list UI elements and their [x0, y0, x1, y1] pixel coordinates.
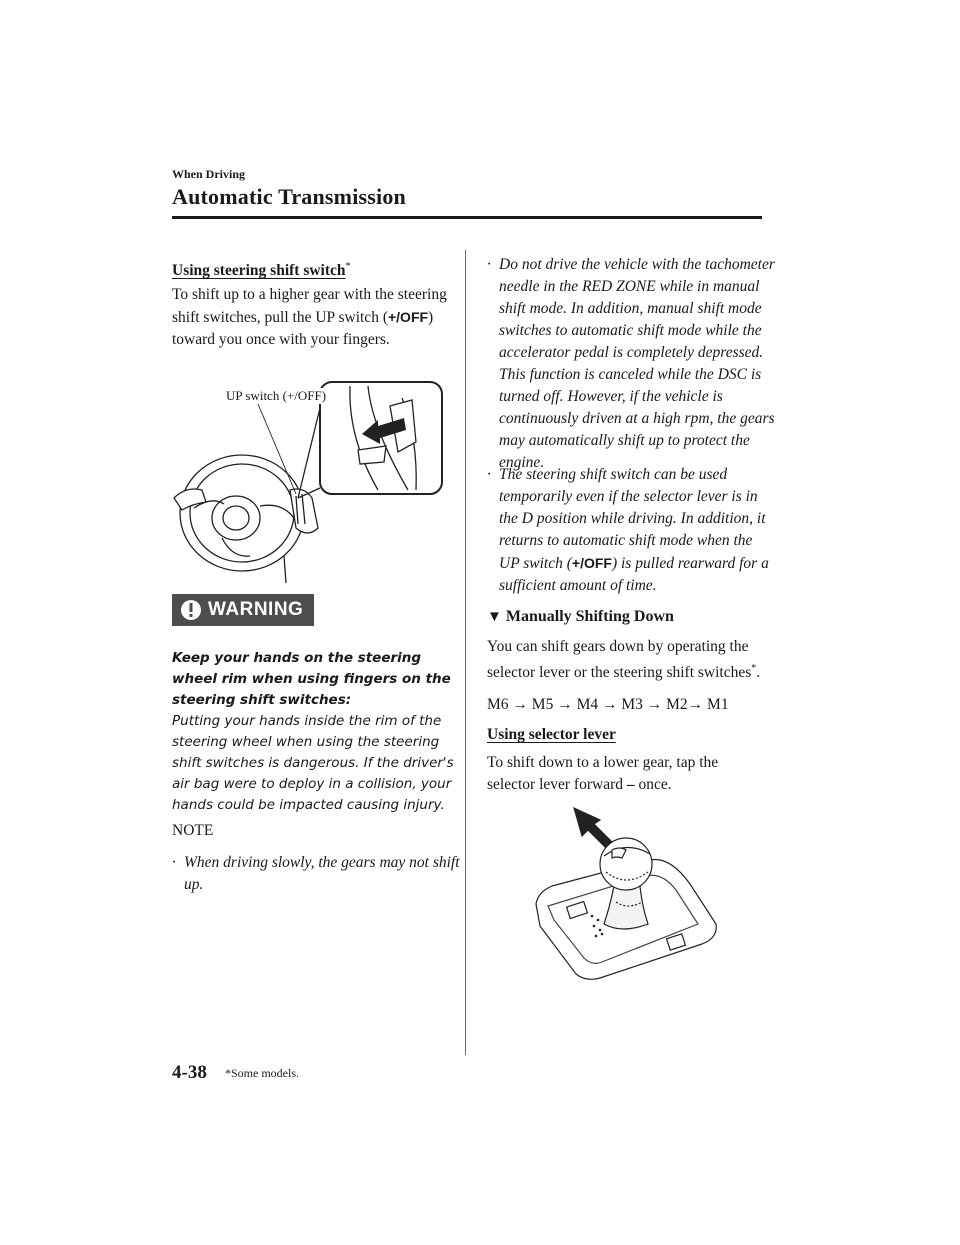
minus-symbol: – — [626, 776, 635, 793]
note-bullet-temporary: · The steering shift switch can be used temporarily even if the selector lever is in the D position while driving. In addition, it returns to automatic shift mode when the UP switch (+/OFF) is pulled rearward for a sufficient amount of time. — [487, 466, 769, 594]
triangle-down-icon: ▼ — [487, 609, 502, 625]
column-divider — [465, 250, 466, 1055]
footnote: *Some models. — [225, 1066, 299, 1080]
selector-lever-paragraph: To shift down to a lower gear, tap the selector lever forward – once. — [487, 754, 719, 793]
section-label: When Driving — [172, 167, 246, 181]
warning-text: Putting your hands inside the rim of the steering wheel when using the steering shift switches is dangerous. If the driver's air bag were to deploy in a collision, your hands could be impacted causing injury. — [172, 713, 454, 813]
gear-sequence: M6 → M5 → M4 → M3 → M2→ M1 — [487, 696, 729, 713]
selector-lever-illustration — [530, 806, 720, 986]
steering-wheel-figure — [172, 378, 444, 583]
title-rule — [172, 216, 762, 219]
selector-lever-heading: Using selector lever — [487, 726, 616, 743]
warning-label: WARNING — [208, 599, 304, 620]
selector-lever-figure — [530, 806, 720, 986]
left-heading — [172, 256, 462, 282]
upshift-paragraph: To shift up to a higher gear with the steering shift switches, pull the UP switch (+/OFF) toward you once with your fingers. — [172, 286, 447, 348]
page-number: 4-38 — [172, 1062, 207, 1083]
up-switch-key-2: +/OFF — [571, 555, 612, 571]
steering-switch-heading: Using steering shift switch — [172, 262, 346, 280]
up-switch-key: +/OFF — [387, 309, 429, 325]
note-label: NOTE — [172, 822, 214, 839]
manual-shift-down-heading: ▼ Manually Shifting Down — [487, 608, 674, 625]
steering-wheel-illustration — [172, 378, 444, 583]
figure-label: UP switch (+/OFF) — [226, 388, 327, 403]
warning-icon — [180, 599, 202, 621]
shift-down-paragraph: You can shift gears down by operating the selector lever or the steering shift switches*. — [487, 638, 761, 682]
warning-headline: Keep your hands on the steering wheel rim when using fingers on the steering shift switches: — [172, 650, 451, 708]
note-bullet: · When driving slowly, the gears may not shift up. — [172, 854, 460, 893]
warning-content — [172, 648, 464, 816]
page-title: Automatic Transmission — [172, 184, 406, 209]
note-bullet-redzone: · Do not drive the vehicle with the tachometer needle in the RED ZONE while in manual shift mode. In addition, manual shift mode switches to automatic shift mode while the accelerator pedal is completely depressed. This function is canceled while the DSC is turned off. However, if the vehicle is continuously driven at a high rpm, the gears may automatically shift up to protect the engine. — [487, 256, 775, 471]
some-models-mark: * — [345, 261, 351, 272]
warning-badge — [172, 594, 314, 626]
